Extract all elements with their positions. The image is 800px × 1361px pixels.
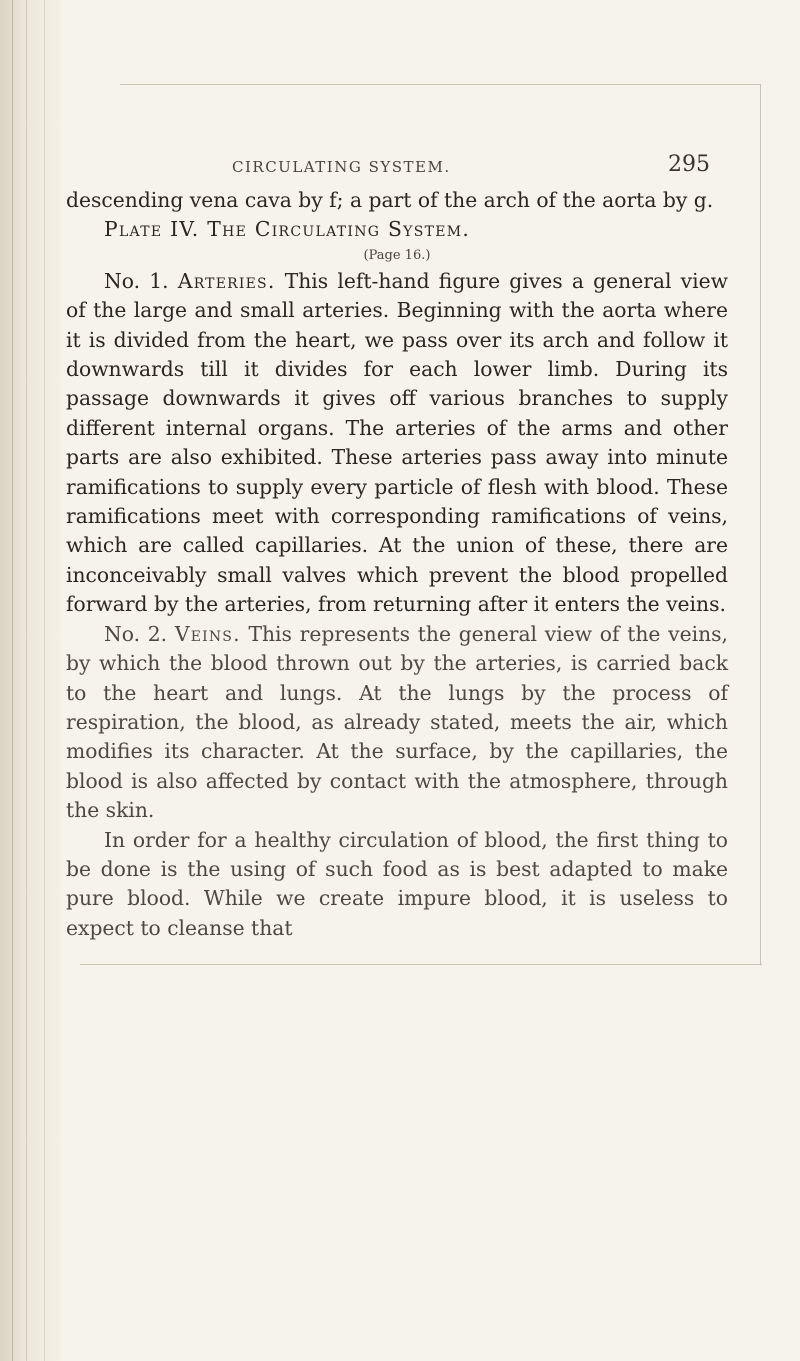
gutter-line — [26, 0, 27, 1361]
gutter-line — [12, 0, 13, 1361]
frame-top-rule — [120, 84, 760, 85]
paragraph-arteries — [66, 267, 728, 620]
arteries-number: No. 1. — [104, 268, 169, 293]
arteries-text: This left-hand figure gives a general view of the large and small arteries. Beginning with the aorta where it is divided from the heart, we pass over its arch and follow it downwards till it divides for each lower limb. During its passage downwards it gives off various branches to supply different internal organs. The arteries of the arms and other parts are also exhibited. These arteries pass away into minute ramifications to supply every particle of flesh with blood. These ramifications meet with corresponding ramifications of veins, which are called capillaries. At the union of these, there are inconceivably small valves which prevent the blood propelled forward by the arteries, from returning after it enters the veins. — [66, 268, 728, 617]
frame-right-rule — [760, 84, 761, 964]
veins-text: This represents the general view of the veins, by which the blood thrown out by the arteries, is carried back to the heart and lungs. At the lungs by the process of respiration, the blood, as already stated, meets the air, which modifies its character. At the surface, by the capillaries, the blood is also affected by contact with the atmosphere, through the skin. — [66, 621, 728, 823]
running-head: CIRCULATING SYSTEM. — [232, 158, 451, 176]
arteries-heading: Arteries. — [177, 268, 276, 293]
body-text — [66, 186, 728, 943]
paragraph-continuation: descending vena cava by f; a part of the arch of the aorta by g. — [66, 188, 714, 212]
page-reference: (Page 16.) — [363, 247, 431, 263]
paragraph-healthy-circulation: In order for a healthy circulation of blood, the first thing to be done is the using of such food as is best adapted to make pure blood. While we create impure blood, it is useless to expect to cleanse that — [66, 827, 728, 940]
page-number: 295 — [668, 152, 710, 177]
frame-bottom-rule — [80, 964, 762, 965]
veins-number: No. 2. — [104, 621, 168, 646]
paragraph-veins — [66, 620, 728, 826]
veins-heading: Veins. — [174, 621, 241, 646]
page-header — [232, 152, 710, 182]
plate-title: Plate IV. The Circulating System. — [104, 217, 471, 242]
gutter-line — [44, 0, 45, 1361]
page-gutter — [0, 0, 60, 1361]
